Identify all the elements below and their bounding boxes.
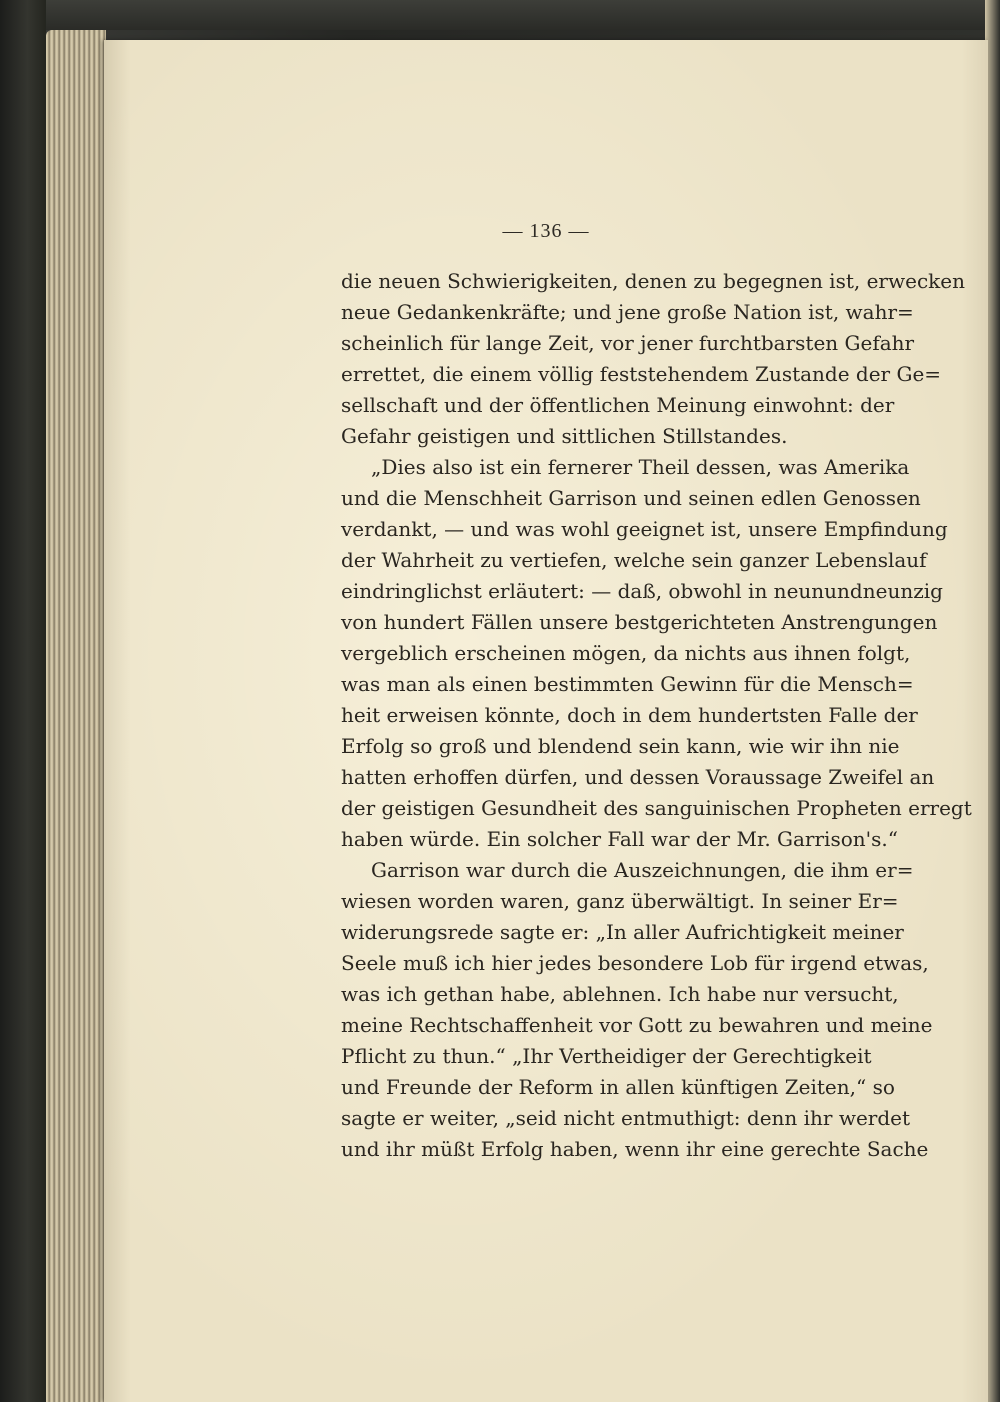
book-cover-edge [0, 0, 46, 1402]
text-line: die neuen Schwierigkeiten, denen zu begegnen ist, erwecken [341, 269, 965, 293]
text-line: sellschaft und der öffentlichen Meinung einwohnt: der [341, 393, 895, 417]
text-line: errettet, die einem völlig feststehendem Zustande der Ge= [341, 362, 942, 386]
text-line: sagte er weiter, „seid nicht entmuthigt: denn ihr werdet [341, 1106, 911, 1130]
text-line: widerungsrede sagte er: „In aller Aufrichtigkeit meiner [341, 920, 904, 944]
text-line: der geistigen Gesundheit des sanguinischen Propheten erregt [341, 796, 972, 820]
text-line: eindringlichst erläutert: — daß, obwohl in neunundneunzig [341, 579, 943, 603]
text-line: heit erweisen könnte, doch in dem hundertsten Falle der [341, 703, 918, 727]
body-text [341, 266, 972, 1165]
text-line: neue Gedankenkräfte; und jene große Nation ist, wahr= [341, 300, 914, 324]
page-edges-stack [46, 30, 106, 1402]
text-line: Gefahr geistigen und sittlichen Stillstandes. [341, 424, 788, 448]
text-line: hatten erhoffen dürfen, und dessen Voraussage Zweifel an [341, 765, 935, 789]
text-line: Seele muß ich hier jedes besondere Lob für irgend etwas, [341, 951, 929, 975]
text-line: vergeblich erscheinen mögen, da nichts aus ihnen folgt, [341, 641, 911, 665]
text-line: der Wahrheit zu vertiefen, welche sein ganzer Lebenslauf [341, 548, 927, 572]
top-background-strip [46, 0, 1000, 30]
text-line: von hundert Fällen unsere bestgerichteten Anstrengungen [341, 610, 938, 634]
text-line: Pflicht zu thun.“ „Ihr Vertheidiger der Gerechtigkeit [341, 1044, 872, 1068]
text-line: „Dies also ist ein fernerer Theil dessen, was Amerika [371, 455, 910, 479]
text-line: meine Rechtschaffenheit vor Gott zu bewahren und meine [341, 1013, 933, 1037]
text-line: verdankt, — und was wohl geeignet ist, unsere Empfindung [341, 517, 948, 541]
text-line: und Freunde der Reform in allen künftigen Zeiten,“ so [341, 1075, 895, 1099]
text-line: und die Menschheit Garrison und seinen edlen Genossen [341, 486, 921, 510]
text-line: wiesen worden waren, ganz überwältigt. In seiner Er= [341, 889, 899, 913]
text-line: Erfolg so groß und blendend sein kann, wie wir ihn nie [341, 734, 900, 758]
book-page [104, 40, 988, 1402]
page-number: — 136 — [502, 220, 590, 242]
text-line: was ich gethan habe, ablehnen. Ich habe nur versucht, [341, 982, 899, 1006]
text-line: was man als einen bestimmten Gewinn für die Mensch= [341, 672, 914, 696]
text-line: Garrison war durch die Auszeichnungen, die ihm er= [371, 858, 914, 882]
text-line: und ihr müßt Erfolg haben, wenn ihr eine gerechte Sache [341, 1137, 929, 1161]
text-line: scheinlich für lange Zeit, vor jener furchtbarsten Gefahr [341, 331, 915, 355]
text-line: haben würde. Ein solcher Fall war der Mr. Garrison's.“ [341, 827, 898, 851]
